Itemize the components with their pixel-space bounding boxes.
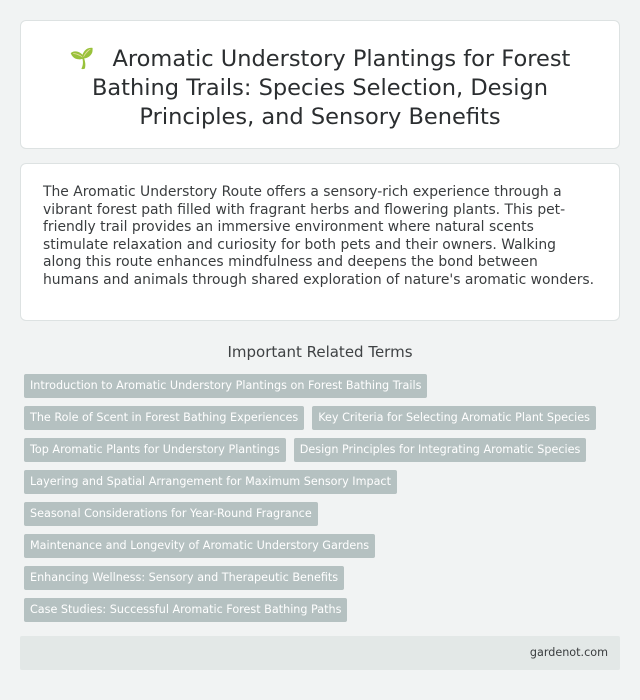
- title-card: [20, 20, 620, 149]
- sprout-icon: 🌱: [69, 46, 95, 70]
- footer-site-link[interactable]: gardenot.com: [529, 646, 608, 659]
- related-term-tag[interactable]: The Role of Scent in Forest Bathing Experiences: [24, 406, 304, 430]
- summary-card: [20, 163, 620, 321]
- related-term-tag[interactable]: Case Studies: Successful Aromatic Forest Bathing Paths: [24, 598, 347, 622]
- page-title-text: Aromatic Understory Plantings for Forest Bathing Trails: Species Selection, Design Principles, and Sensory Benefits: [91, 46, 571, 130]
- related-term-tag[interactable]: Key Criteria for Selecting Aromatic Plant Species: [312, 406, 596, 430]
- related-terms-list: [20, 374, 620, 622]
- related-term-tag[interactable]: Seasonal Considerations for Year-Round Fragrance: [24, 502, 318, 526]
- footer-bar: [20, 636, 620, 670]
- related-term-tag[interactable]: Top Aromatic Plants for Understory Plantings: [24, 438, 286, 462]
- related-term-tag[interactable]: Enhancing Wellness: Sensory and Therapeutic Benefits: [24, 566, 344, 590]
- related-term-tag[interactable]: Maintenance and Longevity of Aromatic Understory Gardens: [24, 534, 375, 558]
- page-title: [51, 45, 589, 132]
- related-term-tag[interactable]: Design Principles for Integrating Aromatic Species: [294, 438, 587, 462]
- related-terms-heading: Important Related Terms: [227, 343, 413, 361]
- related-term-tag[interactable]: Layering and Spatial Arrangement for Maximum Sensory Impact: [24, 470, 397, 494]
- related-term-tag[interactable]: Introduction to Aromatic Understory Plantings on Forest Bathing Trails: [24, 374, 427, 398]
- summary-text: The Aromatic Understory Route offers a sensory-rich experience through a vibrant forest path filled with fragrant herbs and flowering plants. This pet-friendly trail provides an immersive environment where natural scents stimulate relaxation and curiosity for both pets and their owners. Walking along this route enhances mindfulness and deepens the bond between humans and animals through shared exploration of nature's aromatic wonders.: [43, 184, 595, 288]
